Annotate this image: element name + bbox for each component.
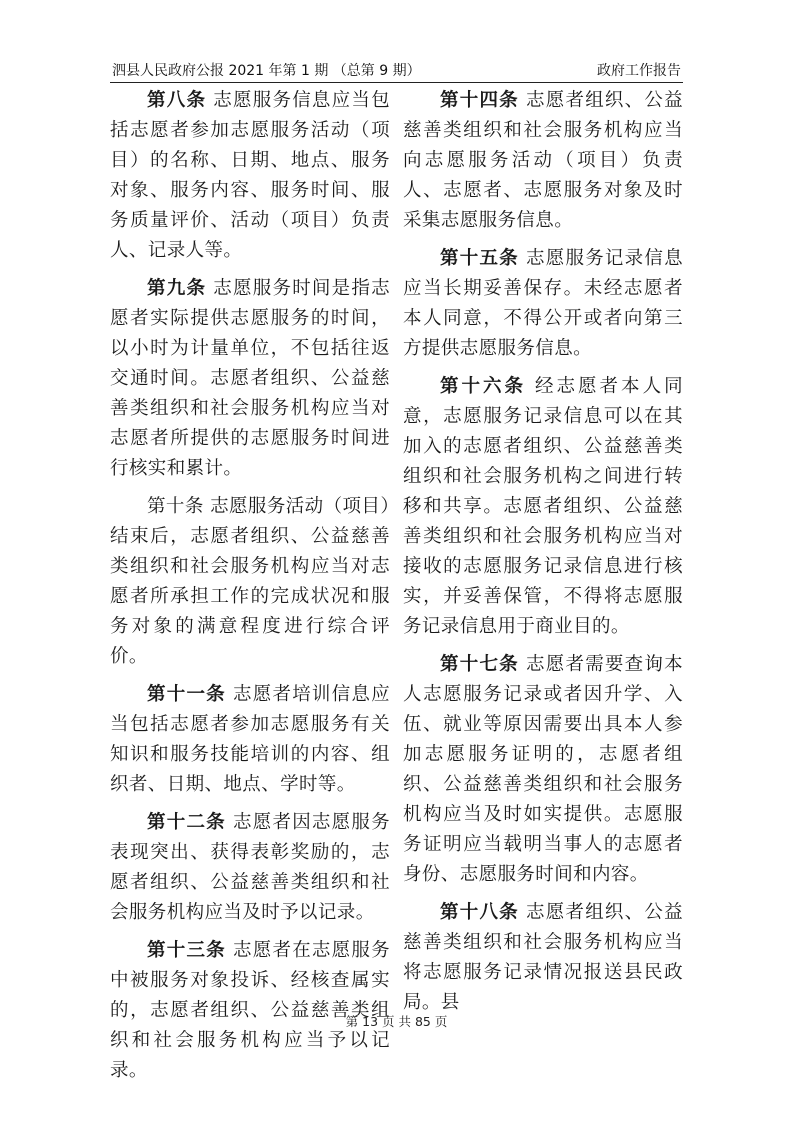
article-text: 志愿者在志愿服务中被服务对象投诉、经核查属实的，志愿者组织、公益慈善类组织和社会服务机构应当予以记录。 — [110, 940, 390, 1081]
article-number: 第十四条 — [440, 90, 519, 111]
article-text: 志愿者组织、公益慈善类组织和社会服务机构应当将志愿服务记录情况报送县民政局。县 — [403, 902, 683, 1013]
right-column — [403, 86, 683, 1013]
article-paragraph — [403, 86, 683, 236]
article-text: 志愿者因志愿服务表现突出、获得表彰奖励的，志愿者组织、公益慈善类组织和社会服务机构应当及时予以记录。 — [110, 812, 390, 923]
article-paragraph — [110, 86, 390, 266]
article-number: 第十一条 — [147, 684, 226, 705]
article-paragraph — [403, 244, 683, 364]
article-text: 志愿服务信息应当包括志愿者参加志愿服务活动（项目）的名称、日期、地点、服务对象、服务内容、服务时间、服务质量评价、活动（项目）负责人、记录人等。 — [110, 90, 391, 261]
section-title: 政府工作报告 — [597, 63, 681, 79]
article-number: 第九条 — [147, 278, 207, 299]
article-paragraph — [403, 898, 683, 1018]
publication-title: 泗县人民政府公报 2021 年第 1 期 （总第 9 期） — [112, 63, 421, 79]
article-number: 第十五条 — [440, 248, 519, 269]
article-number: 第十二条 — [147, 812, 226, 833]
article-text: 志愿服务活动（项目）结束后，志愿者组织、公益慈善类组织和社会服务机构应当对志愿者所承担工作的完成状况和服务对象的满意程度进行综合评价。 — [110, 496, 391, 667]
article-paragraph — [403, 372, 683, 642]
article-paragraph — [110, 680, 390, 800]
header-divider — [110, 82, 683, 83]
article-text: 志愿者组织、公益慈善类组织和社会服务机构应当向志愿服务活动（项目）负责人、志愿者、志愿服务对象及时采集志愿服务信息。 — [403, 90, 683, 231]
left-column — [110, 86, 391, 1081]
article-text: 经志愿者本人同意，志愿服务记录信息可以在其加入的志愿者组织、公益慈善类组织和社会服务机构之间进行转移和共享。志愿者组织、公益慈善类组织和社会服务机构应当对接收的志愿服务记录信息进行核实，并妥善保管，不得将志愿服务记录信息用于商业目的。 — [403, 376, 683, 637]
article-number: 第十六条 — [440, 376, 527, 397]
page-header — [112, 58, 681, 80]
article-number: 第十八条 — [440, 902, 519, 923]
article-text: 志愿者培训信息应当包括志愿者参加志愿服务有关知识和服务技能培训的内容、组织者、日期、地点、学时等。 — [110, 684, 390, 795]
article-number: 第十条 — [147, 496, 204, 517]
article-text: 志愿服务记录信息应当长期妥善保存。未经志愿者本人同意，不得公开或者向第三方提供志愿服务信息。 — [403, 248, 683, 359]
page-number: 第 13 页 共 85 页 — [345, 1014, 448, 1029]
article-paragraph — [110, 936, 390, 1086]
article-number: 第十三条 — [147, 940, 226, 961]
article-number: 第十七条 — [440, 654, 519, 675]
article-paragraph — [110, 274, 390, 484]
article-paragraph — [403, 650, 683, 890]
article-number: 第八条 — [147, 90, 207, 111]
article-text: 志愿者需要查询本人志愿服务记录或者因升学、入伍、就业等原因需要出具本人参加志愿服务证明的，志愿者组织、公益慈善类组织和社会服务机构应当及时如实提供。志愿服务证明应当载明当事人的志愿者身份、志愿服务时间和内容。 — [403, 654, 683, 885]
article-text: 志愿服务时间是指志愿者实际提供志愿服务的时间，以小时为计量单位，不包括往返交通时间。志愿者组织、公益慈善类组织和社会服务机构应当对志愿者所提供的志愿服务时间进行核实和累计。 — [110, 278, 391, 479]
article-paragraph — [110, 492, 390, 672]
article-paragraph — [110, 808, 390, 928]
